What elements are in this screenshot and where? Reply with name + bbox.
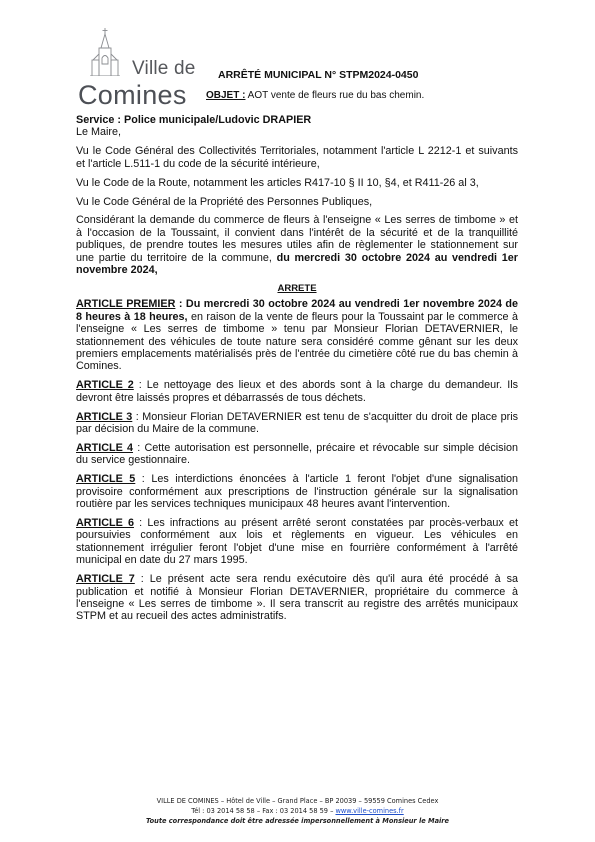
decree-body xyxy=(76,114,518,629)
article-2-text: : Le nettoyage des lieux et des abords sont à la charge du demandeur. Ils devront être laissés propres et débarrassés de tous déchets. xyxy=(76,379,518,404)
city-logo xyxy=(76,28,196,108)
decree-subject xyxy=(206,90,424,101)
article-1-text: en raison de la vente de fleurs pour la Toussaint par le commerce à l'enseigne « Les serres de timbome » tenu par Monsieur Florian DETAVERNIER, le stationnement des véhicules de toute nature sera considéré comme gênant sur les deux premiers emplacements matérialisés près de l'entrée du cimetière côté rue du bas chemin à Comines. xyxy=(76,310,518,373)
legal-basis-2: Vu le Code de la Route, notamment les articles R417-10 § II 10, §4, et R411-26 al 3, xyxy=(76,176,479,189)
subject-text: AOT vente de fleurs rue du bas chemin. xyxy=(245,90,425,101)
article-4 xyxy=(76,442,518,467)
article-4-text: : Cette autorisation est personnelle, précaire et révocable sur simple décision du service gestionnaire. xyxy=(76,441,518,467)
service-line: Service : Police municipale/Ludovic DRAPIER xyxy=(76,114,312,126)
footer-notice: Toute correspondance doit être adressée impersonnellement à Monsieur le Maire xyxy=(145,817,449,825)
article-1 xyxy=(76,298,518,372)
mayor-line: Le Maire, xyxy=(76,126,122,139)
article-5-label: ARTICLE 5 xyxy=(76,473,136,486)
subject-label: OBJET : xyxy=(206,90,246,101)
church-icon xyxy=(90,28,120,76)
considerant-dates: du mercredi 30 octobre 2024 au vendredi 1er novembre 2024, xyxy=(76,251,519,277)
arrete-heading: ARRETE xyxy=(277,282,317,294)
article-3-label: ARTICLE 3 xyxy=(76,410,133,423)
logo-comines-text: Comines xyxy=(78,80,187,110)
website-link[interactable]: www.ville-comines.fr xyxy=(335,807,404,815)
legal-basis-3: Vu le Code Général de la Propriété des Personnes Publiques, xyxy=(76,195,373,208)
page-footer xyxy=(0,796,595,826)
considerant-paragraph xyxy=(76,214,518,276)
decree-title: ARRÊTÉ MUNICIPAL N° STPM2024-0450 xyxy=(218,69,419,81)
article-2-label: ARTICLE 2 xyxy=(76,379,134,392)
footer-contact xyxy=(0,806,595,816)
logo-ville-text: Ville de xyxy=(132,58,196,79)
footer-phone: Tél : 03 2014 58 58 – Fax : 03 2014 58 59 – xyxy=(191,807,336,815)
article-4-label: ARTICLE 4 xyxy=(76,441,134,454)
article-7-text: : Le présent acte sera rendu exécutoire dès qu'il aura été procédé à sa publication et notifié à Monsieur Florian DETAVERNIER, propriétaire du commerce à l'enseigne « Les serres de timbome ». Il sera transcrit au registre des arrêtés municipaux STPM et au recueil des actes administratifs. xyxy=(76,573,518,623)
article-6-text: : Les infractions au présent arrêté seront constatées par procès-verbaux et poursuivies conformément aux lois et règlements en vigueur. Les véhicules en stationnement irrégulier feront l'objet d'une mise en fourrière conformément à l'arrêté municipal en date du 27 mars 1995. xyxy=(76,516,518,567)
article-1-label: ARTICLE PREMIER xyxy=(76,298,176,311)
article-7-label: ARTICLE 7 xyxy=(76,573,135,586)
article-6-label: ARTICLE 6 xyxy=(76,516,134,529)
considerant-text: Considérant la demande du commerce de fleurs à l'enseigne « Les serres de timbome » et à l'occasion de la Toussaint, il convient dans l'intérêt de la sécurité et de la tranquillité publiques, de prendre toutes les mesures utiles afin de règlementer le stationnement sur une partie du territoire de la commune, xyxy=(76,214,518,264)
article-7 xyxy=(76,573,518,623)
footer-address: VILLE DE COMINES – Hôtel de Ville – Grand Place – BP 20039 – 59559 Comines Cedex xyxy=(156,797,439,805)
article-3 xyxy=(76,411,518,436)
article-5 xyxy=(76,473,518,510)
article-3-text: : Monsieur Florian DETAVERNIER est tenu de s'acquitter du droit de place pris par décision du Maire de la commune. xyxy=(76,410,518,436)
legal-basis-1: Vu le Code Général des Collectivités Territoriales, notamment l'article L 2212-1 et suivants et l'article L.511-1 du code de la sécurité intérieure, xyxy=(76,145,518,170)
article-6 xyxy=(76,517,518,567)
article-1-dates: : Du mercredi 30 octobre 2024 au vendredi 1er novembre 2024 de 8 heures à 18 heures, xyxy=(76,298,518,323)
article-5-text: : Les interdictions énoncées à l'article 1 feront l'objet d'une signalisation provisoire conformément aux prescriptions de l'instruction générale sur la signalisation routière par les services techniques municipaux 48 heures avant l'intervention. xyxy=(76,473,518,511)
article-2 xyxy=(76,379,518,404)
